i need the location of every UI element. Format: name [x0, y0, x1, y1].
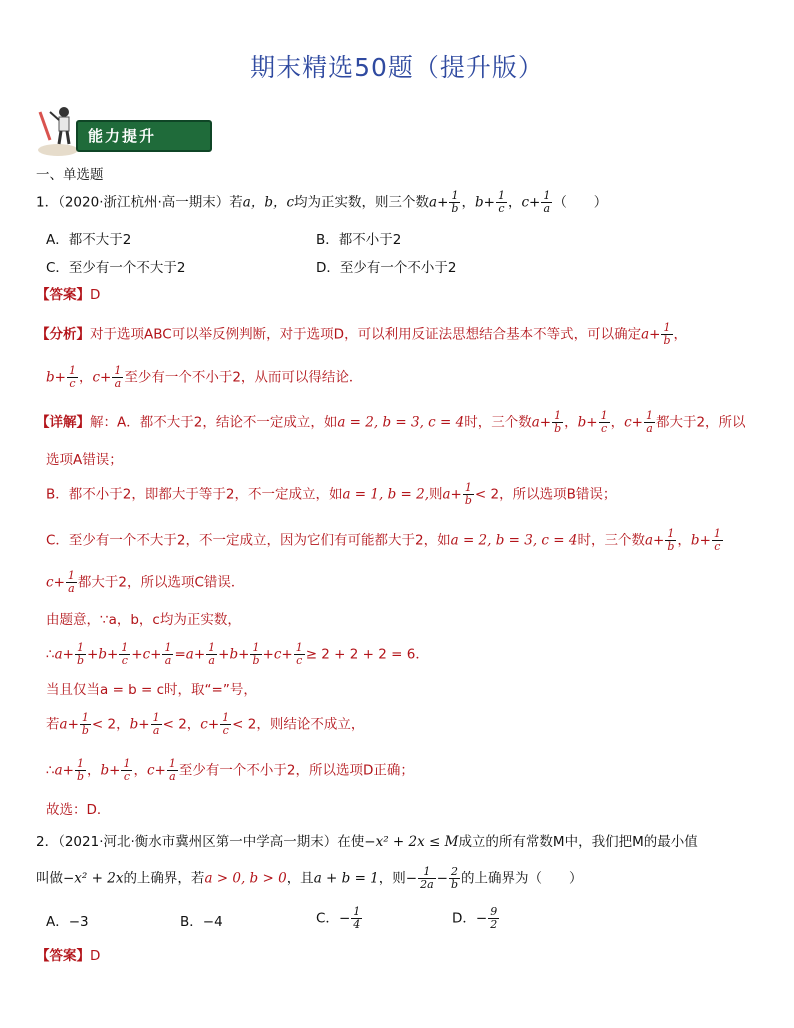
- q1-answer: 【答案】D: [36, 287, 101, 303]
- q1-detail-d1: 由题意，∵a，b，c均为正实数，: [46, 612, 241, 628]
- q2-option-a: A．−3: [46, 914, 89, 930]
- q2-option-d: D．− $\frac{9}{2}$: [452, 905, 498, 931]
- badge-label: 能力提升: [76, 120, 212, 152]
- q1-detail-d5: ∴a+ $\frac{1}{b}$ ，b+ $\frac{1}{c}$ ，c+ $\frac{1}{a}$ 至少有一个不小于2，所以选项D正确；: [46, 757, 414, 783]
- q1-detail-d4: 若a+ $\frac{1}{b}$ < 2，b+ $\frac{1}{a}$ < 2，c+ $\frac{1}{c}$ < 2，则结论不成立，: [46, 711, 365, 737]
- section-heading: 一、单选题: [36, 167, 104, 183]
- q2-option-b: B．−4: [180, 914, 223, 930]
- q1-option-d: D．至少有一个不小于2: [316, 260, 457, 276]
- q1-option-c: C．至少有一个不大于2: [46, 260, 186, 276]
- q1-detail-a: 【详解】解：A．都不大于2，结论不一定成立，如a = 2, b = 3, c = 4时，三个数a+ $\frac{1}{b}$ ，b+ $\frac{1}{c}$ ，c+ $\frac{1}{a}$ 都大于2，所以: [36, 409, 746, 435]
- q1-detail-b: B．都不小于2，即都大于等于2，不一定成立，如a = 1, b = 2,则a+ $\frac{1}{b}$ < 2，所以选项B错误；: [46, 481, 617, 507]
- section-badge: [34, 98, 179, 158]
- q1-analysis-line2: b+ $\frac{1}{c}$ ，c+ $\frac{1}{a}$ 至少有一个不小于2，从而可以得结论．: [46, 364, 363, 390]
- q1-analysis-line1: 【分析】对于选项ABC可以举反例判断，对于选项D，可以利用反证法思想结合基本不等式，可以确定a+ $\frac{1}{b}$ ，: [36, 321, 688, 347]
- q2-stem-line2: 叫做−x² + 2x的上确界，若a > 0, b > 0，且a + b = 1，则− $\frac{1}{2a}$ − $\frac{2}{b}$ 的上确界为（ ）: [36, 865, 583, 891]
- q2-option-c: C．− $\frac{1}{4}$: [316, 905, 361, 931]
- page-title: 期末精选50题（提升版）: [250, 53, 544, 82]
- q2-stem-line1: 2．（2021·河北·衡水市冀州区第一中学高一期末）在使−x² + 2x ≤ M成立的所有常数M中，我们把M的最小值: [36, 834, 698, 850]
- q1-detail-d3: 当且仅当a = b = c时，取“=”号，: [46, 682, 257, 698]
- q1-option-a: A．都不大于2: [46, 232, 132, 248]
- q1-detail-a-cont: 选项A错误；: [46, 452, 123, 468]
- q1-option-b: B．都不小于2: [316, 232, 402, 248]
- q1-stem: 1．（2020·浙江杭州·高一期末）若a，b，c均为正实数，则三个数a+ $\frac{1}{b}$ ，b+ $\frac{1}{c}$ ，c+ $\frac{1}{a}$ （ ）: [36, 189, 608, 215]
- q1-detail-c: C．至少有一个不大于2，不一定成立，因为它们有可能都大于2，如a = 2, b = 3, c = 4时，三个数a+ $\frac{1}{b}$ ，b+ $\frac{1}{c}$: [46, 527, 721, 553]
- q2-answer: 【答案】D: [36, 948, 101, 964]
- q1-detail-end: 故选：D．: [46, 802, 111, 818]
- q1-detail-d2: ∴a+ $\frac{1}{b}$ +b+ $\frac{1}{c}$ +c+ $\frac{1}{a}$ =a+ $\frac{1}{a}$ +b+ $\frac{1}{b}$ +c+ $\frac{1}{c}$ ≥ 2 + 2 + 2 = 6．: [46, 641, 429, 667]
- q1-detail-c-cont: c+ $\frac{1}{a}$ 都大于2，所以选项C错误．: [46, 569, 245, 595]
